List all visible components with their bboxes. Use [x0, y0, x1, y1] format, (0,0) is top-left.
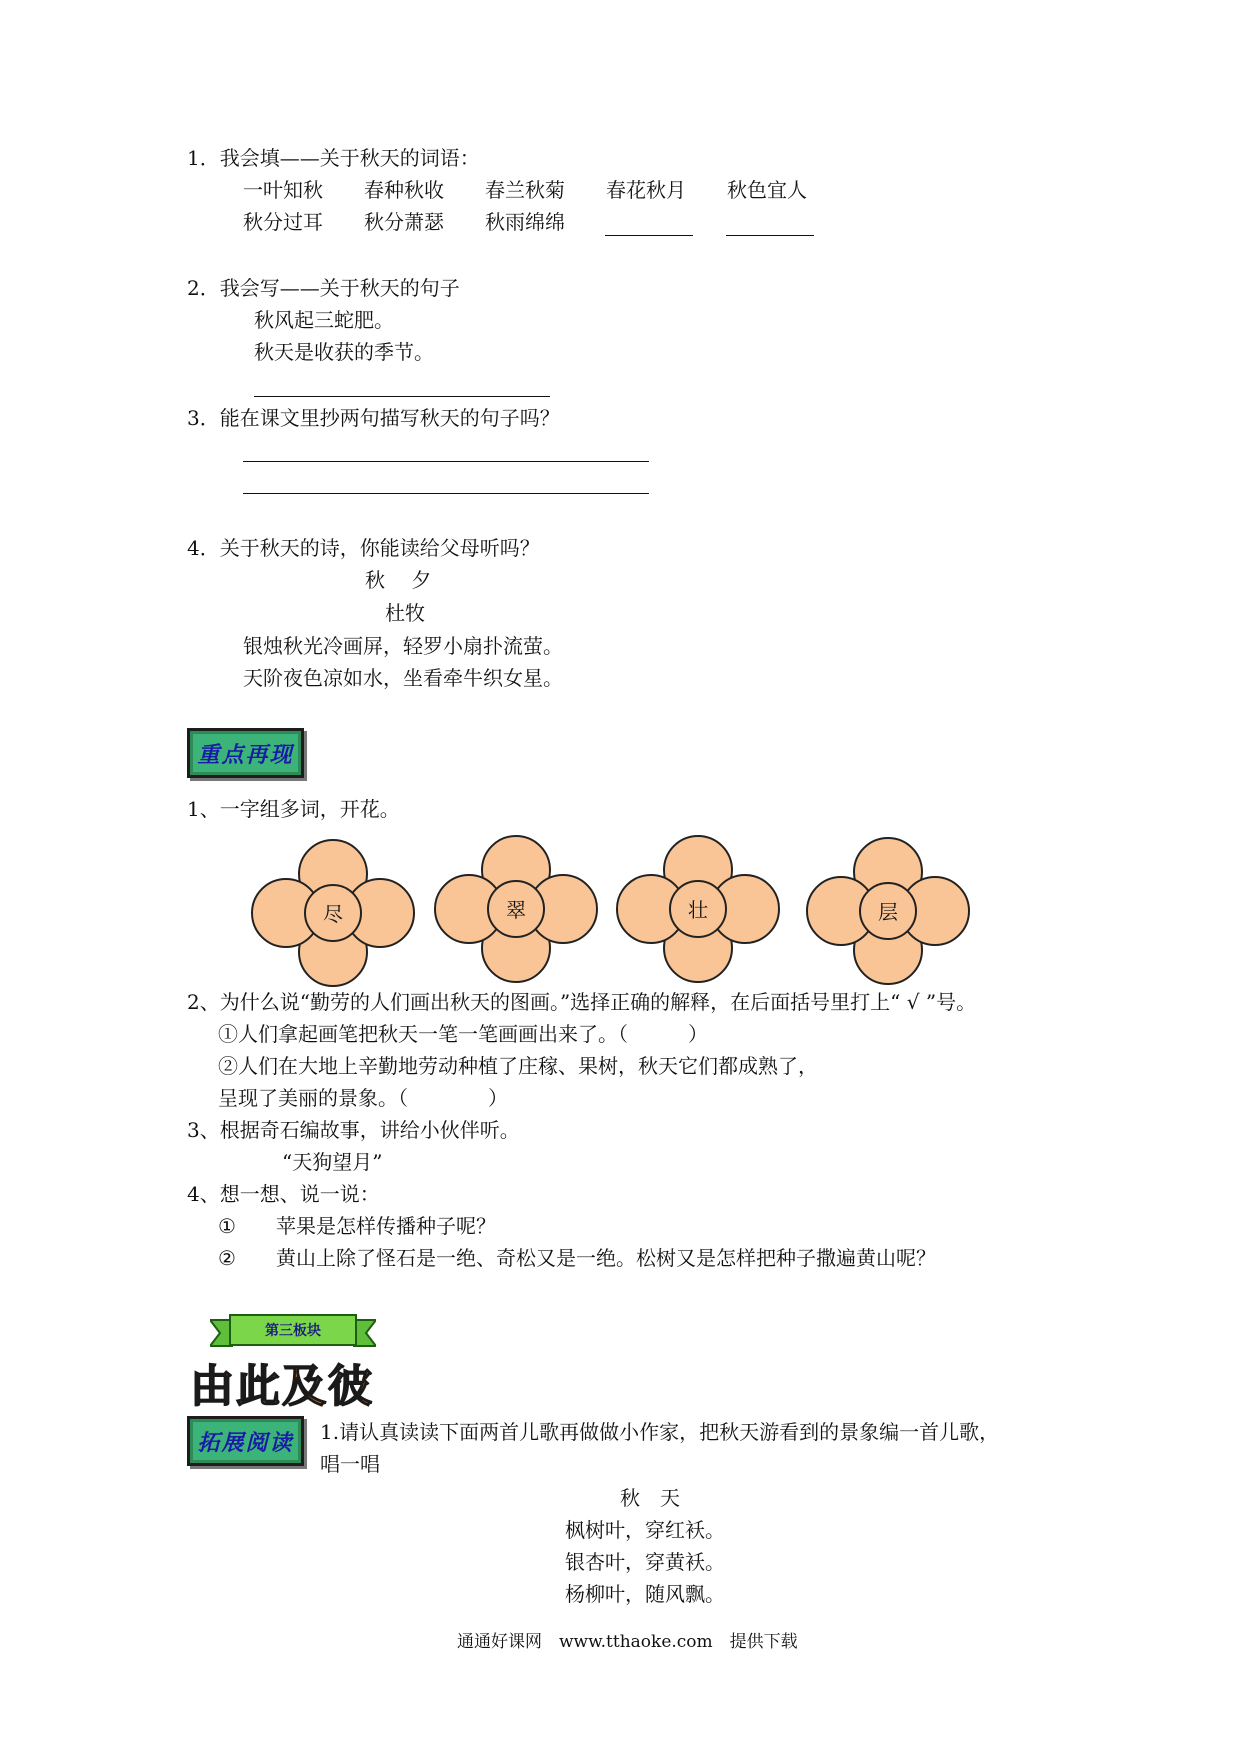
flower — [433, 834, 599, 984]
footer-text: 通通好课网 www.tthaoke.com 提供下载 — [457, 1632, 798, 1652]
item-number: ② — [218, 1246, 236, 1270]
q3-title: 3．能在课文里抄两句描写秋天的句子吗？ — [187, 406, 560, 430]
blank-line[interactable] — [254, 396, 550, 397]
blank-line[interactable] — [605, 235, 693, 236]
idiom: 春兰秋菊 — [485, 178, 565, 202]
ribbon-label: 第三板块 — [265, 1323, 321, 1339]
option-2-line2[interactable]: 呈现了美丽的景象。（ ） — [218, 1086, 508, 1110]
poem-line: 杨柳叶，随风飘。 — [565, 1582, 725, 1606]
idiom: 秋色宜人 — [727, 178, 807, 202]
banner-label: 重点再现 — [197, 742, 294, 768]
flower — [250, 838, 416, 988]
idiom: 春花秋月 — [606, 178, 686, 202]
banner-label: 拓展阅读 — [197, 1430, 294, 1456]
poem-title: 秋 夕 — [365, 568, 432, 592]
q3-title: 3、根据奇石编故事，讲给小伙伴听。 — [187, 1118, 520, 1142]
q1-title: 1、一字组多词，开花。 — [187, 797, 400, 821]
q2-title: 2、为什么说“勤劳的人们画出秋天的图画。”选择正确的解释，在后面括号里打上“ √ ”号。 — [187, 990, 977, 1014]
idiom: 秋雨绵绵 — [485, 210, 565, 234]
option-2-line1[interactable]: ②人们在大地上辛勤地劳动种植了庄稼、果树，秋天它们都成熟了， — [218, 1054, 818, 1078]
option-1[interactable]: ①人们拿起画笔把秋天一笔一笔画画出来了。（ ） — [218, 1022, 708, 1046]
flower-center-char: 翠 — [506, 898, 526, 922]
item-number: ① — [218, 1214, 236, 1238]
section-title: 由此及彼 — [190, 1361, 374, 1412]
sentence: 秋天是收获的季节。 — [254, 340, 434, 364]
blank-line[interactable] — [243, 493, 649, 494]
blank-line[interactable] — [726, 235, 814, 236]
idiom: 一叶知秋 — [243, 178, 323, 202]
flower-center-char: 壮 — [688, 898, 708, 922]
story-title: “天狗望月” — [282, 1150, 383, 1174]
poem-line: 天阶夜色凉如水，坐看牵牛织女星。 — [243, 666, 563, 690]
poem-line: 枫树叶，穿红袄。 — [565, 1518, 725, 1542]
q2-title: 2．我会写——关于秋天的句子 — [187, 276, 460, 300]
sentence: 秋风起三蛇肥。 — [254, 308, 394, 332]
q1-line2: 唱一唱 — [320, 1452, 380, 1476]
flower — [615, 834, 781, 984]
blank-line[interactable] — [243, 461, 649, 462]
flower-center-char: 尽 — [323, 902, 343, 926]
idiom: 秋分萧瑟 — [364, 210, 444, 234]
poem-line: 银烛秋光冷画屏，轻罗小扇扑流萤。 — [243, 634, 563, 658]
idiom: 春种秋收 — [364, 178, 444, 202]
poem-author: 杜牧 — [385, 601, 425, 625]
poem-line: 银杏叶，穿黄袄。 — [565, 1550, 725, 1574]
item-text: 黄山上除了怪石是一绝、奇松又是一绝。松树又是怎样把种子撒遍黄山呢？ — [276, 1246, 936, 1270]
section-banner — [187, 1416, 304, 1466]
q1-title: 1．我会填——关于秋天的词语： — [187, 146, 480, 170]
flower — [805, 836, 971, 986]
idiom: 秋分过耳 — [243, 210, 323, 234]
section-banner — [187, 728, 304, 778]
flower-center-char: 层 — [878, 900, 898, 924]
q4-title: 4、想一想、说一说： — [187, 1182, 380, 1206]
poem-title: 秋 天 — [620, 1486, 680, 1510]
q1-line1: 1.请认真读读下面两首儿歌再做做小作家，把秋天游看到的景象编一首儿歌， — [320, 1420, 1000, 1444]
item-text: 苹果是怎样传播种子呢？ — [276, 1214, 496, 1238]
q4-title: 4．关于秋天的诗，你能读给父母听吗？ — [187, 536, 540, 560]
